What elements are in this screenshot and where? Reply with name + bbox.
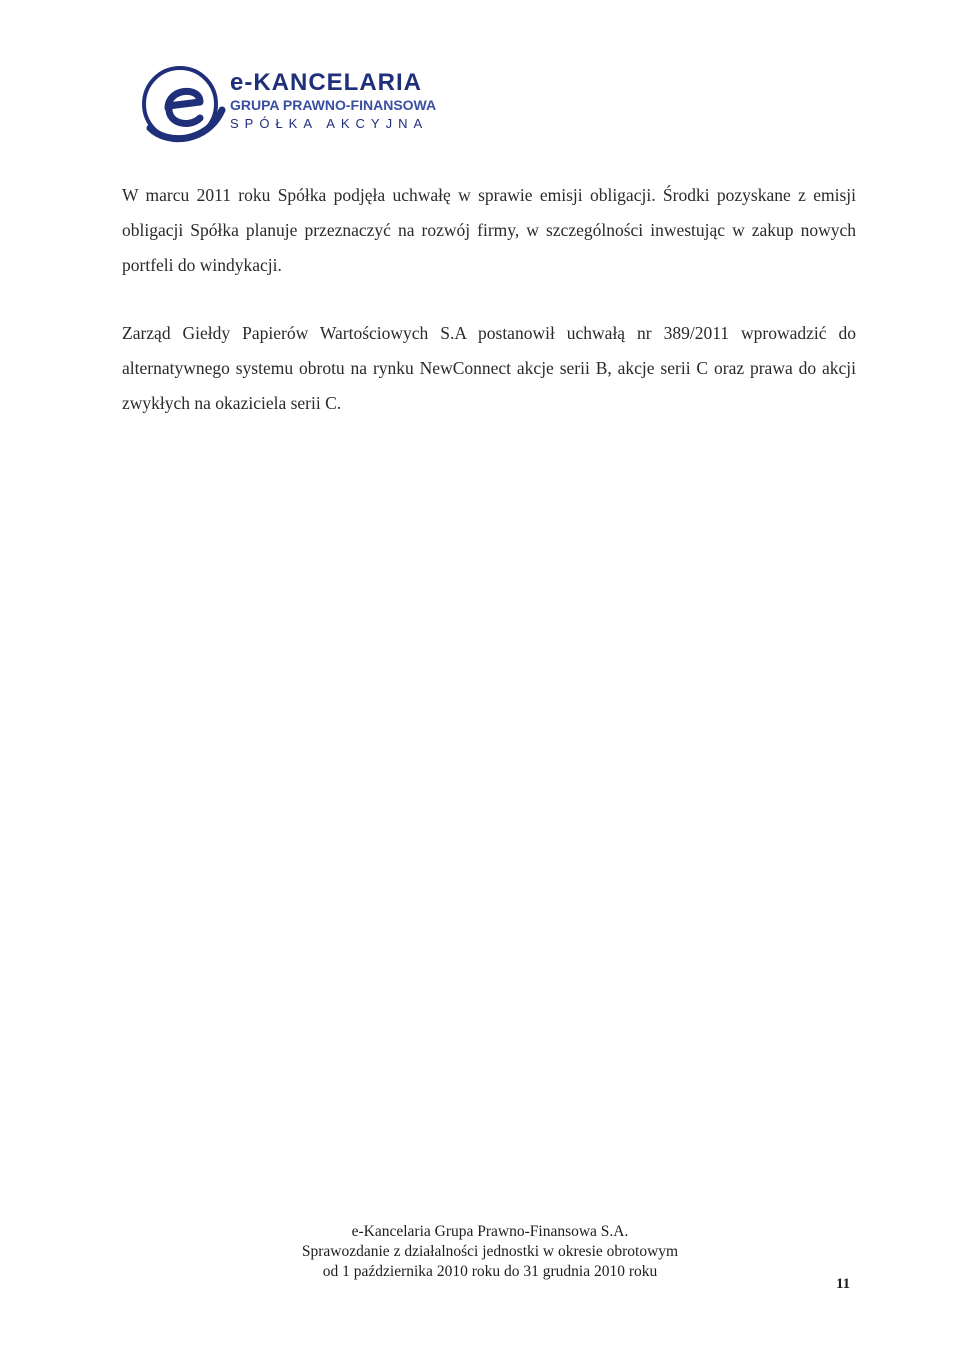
page-number: 11 [836,1276,851,1292]
body-paragraph-bond-issue: W marcu 2011 roku Spółka podjęła uchwałę w sprawie emisji obligacji. Środki pozyskane z emisji obligacji Spółka planuje przeznaczyć na rozwój firmy, w szczególności inwestując w zakup nowych portfeli do windykacji. [122,185,856,275]
body-paragraph-newconnect: Zarząd Giełdy Papierów Wartościowych S.A postanowił uchwałą nr 389/2011 wprowadzić do alternatywnego systemu obrotu na rynku NewConnect akcje serii B, akcje serii C oraz prawa do akcji zwykłych na okaziciela serii C. [122,323,856,413]
logo-group-name: GRUPA PRAWNO-FINANSOWA [230,97,437,113]
company-logo [138,56,458,156]
page-footer [250,1222,730,1282]
logo-text [230,70,460,134]
logo-company-type: SPÓŁKA AKCYJNA [230,116,429,131]
footer-company-name: e-Kancelaria Grupa Prawno-Finansowa S.A. [351,1223,629,1240]
footer-report-title: Sprawozdanie z działalności jednostki w okresie obrotowym [301,1243,679,1260]
e-circle-logo-icon [138,58,228,148]
footer-report-period: od 1 października 2010 roku do 31 grudnia 2010 roku [322,1263,658,1280]
logo-company-name: e-KANCELARIA [230,69,422,96]
